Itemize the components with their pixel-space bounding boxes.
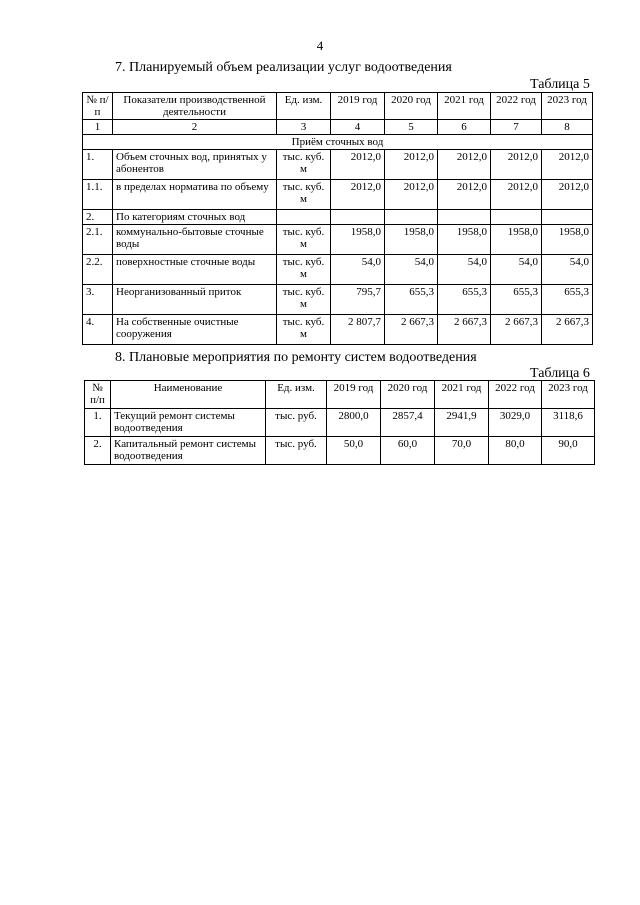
header-cell: 2020 год <box>385 93 438 120</box>
table-5-header-row <box>83 93 593 120</box>
value-2019: 2012,0 <box>331 150 385 180</box>
row-number: 1. <box>85 409 111 437</box>
value-2023: 1958,0 <box>542 225 593 255</box>
table-5-column-number-row <box>83 120 593 135</box>
value-2022: 80,0 <box>489 437 542 465</box>
value-2019: 50,0 <box>327 437 381 465</box>
table-row <box>83 255 593 285</box>
column-number: 5 <box>385 120 438 135</box>
row-number: 2.2. <box>83 255 113 285</box>
row-number: 2.1. <box>83 225 113 255</box>
row-number: 1.1. <box>83 180 113 210</box>
table-row <box>83 210 593 225</box>
row-unit: тыс. куб. м <box>277 180 331 210</box>
page-number: 4 <box>316 38 324 53</box>
row-name: в пределах норматива по объему <box>113 180 277 210</box>
value-2023: 655,3 <box>542 285 593 315</box>
table-row <box>83 315 593 345</box>
header-cell: № п/п <box>83 93 113 120</box>
table-6 <box>84 380 595 465</box>
column-number: 4 <box>331 120 385 135</box>
row-unit: тыс. руб. <box>266 409 327 437</box>
column-number: 8 <box>542 120 593 135</box>
value-2019: 795,7 <box>331 285 385 315</box>
row-number: 1. <box>83 150 113 180</box>
row-number: 3. <box>83 285 113 315</box>
header-cell: 2022 год <box>489 381 542 409</box>
column-number: 6 <box>438 120 491 135</box>
table-6-header-row <box>85 381 595 409</box>
table-row <box>83 180 593 210</box>
value-2021: 70,0 <box>435 437 489 465</box>
header-cell: Показатели производственной деятельности <box>113 93 277 120</box>
value-2021 <box>438 210 491 225</box>
value-2020: 2012,0 <box>385 150 438 180</box>
value-2023: 2012,0 <box>542 150 593 180</box>
section-8-title: 8. Плановые мероприятия по ремонту систем водоотведения <box>115 350 477 365</box>
header-cell: 2021 год <box>435 381 489 409</box>
row-name: Капитальный ремонт системы водоотведения <box>111 437 266 465</box>
value-2023: 54,0 <box>542 255 593 285</box>
row-name: коммунально-бытовые сточные воды <box>113 225 277 255</box>
row-unit: тыс. куб. м <box>277 150 331 180</box>
value-2019: 2 807,7 <box>331 315 385 345</box>
row-unit <box>277 210 331 225</box>
value-2022: 3029,0 <box>489 409 542 437</box>
value-2020: 2 667,3 <box>385 315 438 345</box>
value-2023: 2012,0 <box>542 180 593 210</box>
header-cell: 2019 год <box>331 93 385 120</box>
value-2019: 2012,0 <box>331 180 385 210</box>
header-cell: 2021 год <box>438 93 491 120</box>
value-2021: 2 667,3 <box>438 315 491 345</box>
value-2021: 54,0 <box>438 255 491 285</box>
header-cell: № п/п <box>85 381 111 409</box>
value-2022: 655,3 <box>491 285 542 315</box>
value-2020: 60,0 <box>381 437 435 465</box>
header-cell: 2023 год <box>542 93 593 120</box>
value-2021: 2941,9 <box>435 409 489 437</box>
value-2022: 2012,0 <box>491 150 542 180</box>
value-2020: 1958,0 <box>385 225 438 255</box>
column-number: 7 <box>491 120 542 135</box>
column-number: 1 <box>83 120 113 135</box>
table-5 <box>82 92 593 345</box>
header-cell: 2022 год <box>491 93 542 120</box>
value-2022 <box>491 210 542 225</box>
table-5-caption: Таблица 5 <box>530 77 590 92</box>
header-cell: Ед. изм. <box>277 93 331 120</box>
row-number: 4. <box>83 315 113 345</box>
header-cell: 2023 год <box>542 381 595 409</box>
value-2022: 54,0 <box>491 255 542 285</box>
value-2019: 1958,0 <box>331 225 385 255</box>
column-number: 3 <box>277 120 331 135</box>
header-cell: 2019 год <box>327 381 381 409</box>
row-name: поверхностные сточные воды <box>113 255 277 285</box>
table-6-caption: Таблица 6 <box>530 366 590 381</box>
value-2023: 3118,6 <box>542 409 595 437</box>
row-name: На собственные очистные сооружения <box>113 315 277 345</box>
row-unit: тыс. куб. м <box>277 255 331 285</box>
row-name: Текущий ремонт системы водоотведения <box>111 409 266 437</box>
table-row <box>85 409 595 437</box>
column-number: 2 <box>113 120 277 135</box>
row-name: Неорганизованный приток <box>113 285 277 315</box>
value-2020: 54,0 <box>385 255 438 285</box>
value-2023: 2 667,3 <box>542 315 593 345</box>
group-label: Приём сточных вод <box>83 135 593 150</box>
value-2019: 2800,0 <box>327 409 381 437</box>
header-cell: Наименование <box>111 381 266 409</box>
section-7-title: 7. Планируемый объем реализации услуг водоотведения <box>115 60 452 75</box>
value-2020: 655,3 <box>385 285 438 315</box>
value-2022: 2012,0 <box>491 180 542 210</box>
header-cell: Ед. изм. <box>266 381 327 409</box>
row-name: По категориям сточных вод <box>113 210 277 225</box>
row-unit: тыс. руб. <box>266 437 327 465</box>
value-2022: 2 667,3 <box>491 315 542 345</box>
value-2019: 54,0 <box>331 255 385 285</box>
value-2023 <box>542 210 593 225</box>
value-2020: 2012,0 <box>385 180 438 210</box>
value-2021: 655,3 <box>438 285 491 315</box>
value-2020: 2857,4 <box>381 409 435 437</box>
value-2022: 1958,0 <box>491 225 542 255</box>
value-2023: 90,0 <box>542 437 595 465</box>
row-number: 2. <box>83 210 113 225</box>
value-2021: 2012,0 <box>438 150 491 180</box>
value-2019 <box>331 210 385 225</box>
value-2021: 2012,0 <box>438 180 491 210</box>
row-unit: тыс. куб. м <box>277 285 331 315</box>
row-name: Объем сточных вод, принятых у абонентов <box>113 150 277 180</box>
table-row <box>83 150 593 180</box>
row-unit: тыс. куб. м <box>277 315 331 345</box>
table-row <box>83 225 593 255</box>
row-number: 2. <box>85 437 111 465</box>
table-row <box>85 437 595 465</box>
value-2020 <box>385 210 438 225</box>
header-cell: 2020 год <box>381 381 435 409</box>
table-5-group-row <box>83 135 593 150</box>
table-row <box>83 285 593 315</box>
value-2021: 1958,0 <box>438 225 491 255</box>
row-unit: тыс. куб. м <box>277 225 331 255</box>
